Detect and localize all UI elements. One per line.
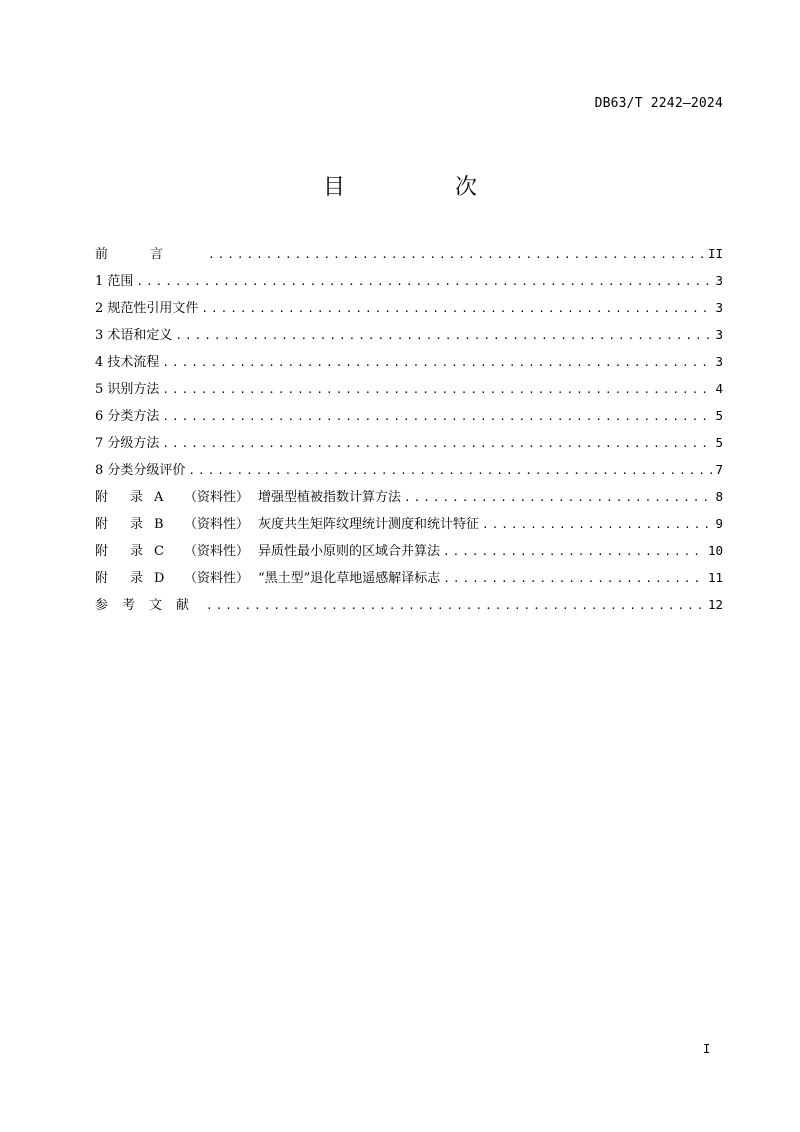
- dot-leader: [162, 437, 712, 450]
- toc-entry-label: 5 识别方法: [95, 382, 160, 397]
- toc-page-number: 3: [715, 354, 723, 369]
- toc-entry-appendix-c[interactable]: [95, 540, 723, 567]
- toc-entry-label: 8 分类分级评价: [95, 463, 186, 478]
- dot-leader: [443, 545, 705, 558]
- toc-page-number: II: [707, 246, 723, 261]
- toc-entry-section[interactable]: [95, 270, 723, 297]
- appendix-heading: [95, 567, 440, 586]
- toc-page-number: 3: [715, 300, 723, 315]
- toc-entry-foreword[interactable]: [95, 243, 723, 270]
- appendix-heading: [95, 486, 401, 505]
- toc-entry-label: 2 规范性引用文件: [95, 301, 199, 316]
- document-code: DB63/T 2242—2024: [594, 96, 723, 111]
- toc-entry-label: 6 分类方法: [95, 409, 160, 424]
- dot-leader: [206, 599, 705, 612]
- toc-entry-section[interactable]: [95, 405, 723, 432]
- dot-leader: [208, 248, 705, 261]
- toc-entry-section[interactable]: [95, 432, 723, 459]
- dot-leader: [175, 329, 712, 342]
- appendix-word: 录: [130, 544, 144, 559]
- appendix-word: 录: [130, 490, 144, 505]
- appendix-type: （资料性）: [184, 544, 250, 559]
- appendix-letter: A: [154, 490, 164, 505]
- toc-page-number: 3: [715, 273, 723, 288]
- appendix-heading: [95, 513, 479, 532]
- appendix-title: 增强型植被指数计算方法: [258, 490, 402, 505]
- toc-page-number: 3: [715, 327, 723, 342]
- toc-page-number: 8: [715, 489, 723, 504]
- toc-entry-section[interactable]: [95, 351, 723, 378]
- appendix-word: 录: [130, 571, 144, 586]
- dot-leader: [443, 572, 705, 585]
- page-title: 目 次: [322, 175, 521, 200]
- toc-entry-section[interactable]: [95, 324, 723, 351]
- toc-entry-label: 1 范围: [95, 274, 134, 289]
- toc-entry-section[interactable]: [95, 378, 723, 405]
- toc-entry-appendix-b[interactable]: [95, 513, 723, 540]
- appendix-type: （资料性）: [184, 571, 250, 586]
- appendix-heading: [95, 540, 440, 559]
- appendix-title: 灰度共生矩阵纹理统计测度和统计特征: [258, 517, 480, 532]
- toc-page-number: 5: [715, 435, 723, 450]
- page-number: I: [703, 1042, 711, 1056]
- dot-leader: [404, 491, 712, 504]
- toc-page-number: 12: [707, 597, 723, 612]
- toc-entry-label: 参考文献: [95, 598, 204, 613]
- toc-entry-section[interactable]: [95, 459, 723, 486]
- toc-entry-label: 3 术语和定义: [95, 328, 173, 343]
- dot-leader: [482, 518, 712, 531]
- dot-leader: [162, 410, 712, 423]
- appendix-prefix: 附: [95, 544, 109, 559]
- toc-page-number: 11: [707, 570, 723, 585]
- appendix-type: （资料性）: [184, 517, 250, 532]
- appendix-prefix: 附: [95, 517, 109, 532]
- dot-leader: [188, 464, 712, 477]
- appendix-word: 录: [130, 517, 144, 532]
- dot-leader: [201, 302, 712, 315]
- toc-entry-references[interactable]: [95, 594, 723, 621]
- appendix-type: （资料性）: [184, 490, 250, 505]
- table-of-contents: [95, 243, 723, 621]
- dot-leader: [162, 356, 712, 369]
- appendix-title: “黑土型”退化草地遥感解译标志: [258, 571, 441, 586]
- appendix-letter: B: [154, 517, 164, 532]
- toc-entry-appendix-a[interactable]: [95, 486, 723, 513]
- appendix-title: 异质性最小原则的区域合并算法: [258, 544, 441, 559]
- toc-page-number: 7: [715, 462, 723, 477]
- dot-leader: [136, 275, 712, 288]
- appendix-letter: D: [154, 571, 165, 586]
- appendix-prefix: 附: [95, 490, 109, 505]
- toc-page-number: 9: [715, 516, 723, 531]
- toc-page-number: 4: [715, 381, 723, 396]
- toc-entry-appendix-d[interactable]: [95, 567, 723, 594]
- dot-leader: [162, 383, 712, 396]
- appendix-prefix: 附: [95, 571, 109, 586]
- toc-entry-label: 4 技术流程: [95, 355, 160, 370]
- appendix-letter: C: [154, 544, 164, 559]
- toc-entry-label: 前言: [95, 247, 206, 262]
- toc-entry-section[interactable]: [95, 297, 723, 324]
- toc-entry-label: 7 分级方法: [95, 436, 160, 451]
- toc-page-number: 5: [715, 408, 723, 423]
- toc-page-number: 10: [707, 543, 723, 558]
